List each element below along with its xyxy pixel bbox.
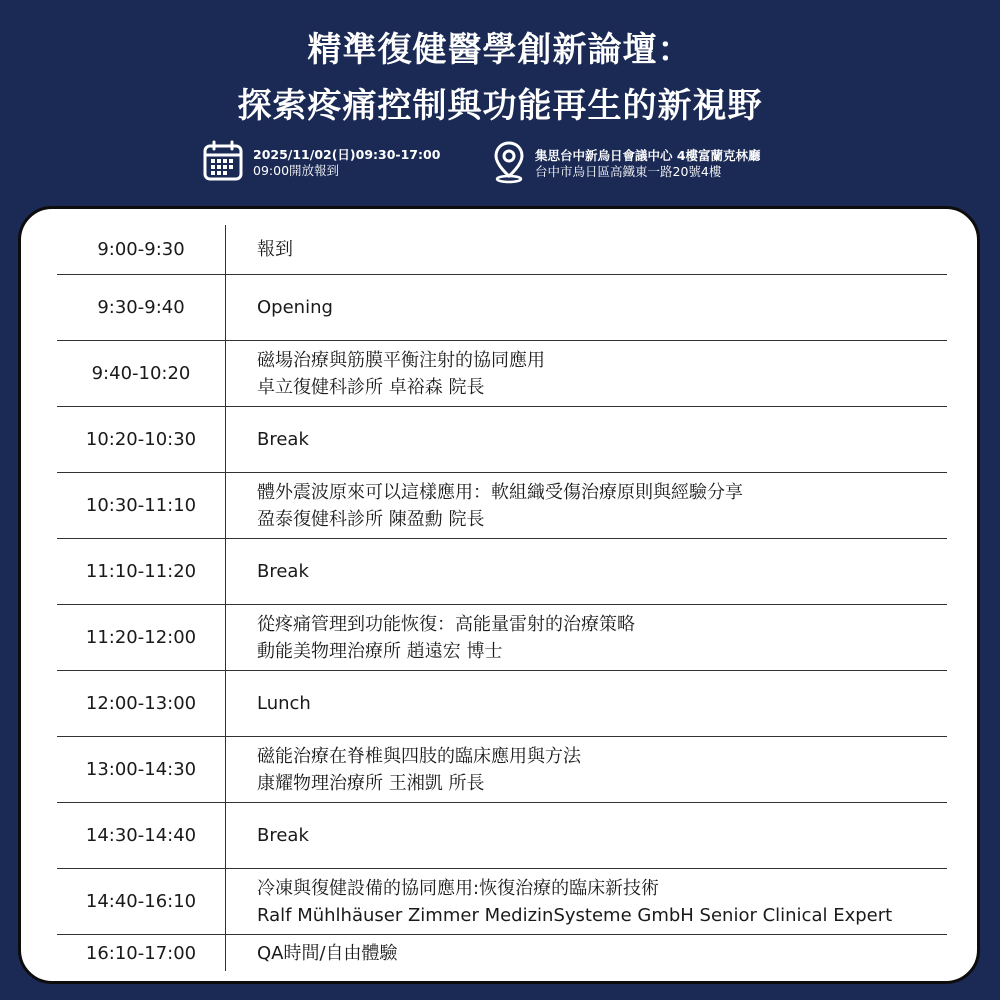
schedule-time: 9:40-10:20: [57, 341, 226, 406]
schedule-time: 12:00-13:00: [57, 671, 226, 736]
schedule-row: [57, 671, 947, 737]
event-venue: 集思台中新烏日會議中心 4樓富蘭克林廳: [535, 148, 761, 163]
page-title-line2: 探索疼痛控制與功能再生的新視野: [237, 86, 763, 126]
schedule-row: [57, 341, 947, 407]
event-venue-info: [493, 140, 761, 188]
schedule-time: 9:00-9:30: [57, 225, 226, 274]
schedule-time: 10:30-11:10: [57, 473, 226, 538]
schedule-speaker: 動能美物理治療所 趙遠宏 博士: [257, 640, 503, 662]
page-title-line1: 精準復健醫學創新論壇：: [307, 30, 693, 70]
schedule-speaker: 盈泰復健科診所 陳盈勳 院長: [257, 508, 485, 530]
schedule-row: [57, 869, 947, 935]
event-date: 2025/11/02(日)09:30-17:00: [253, 147, 441, 162]
schedule-topic: Opening: [257, 297, 333, 318]
location-pin-icon: [493, 140, 525, 188]
schedule-topic: Break: [257, 429, 309, 450]
schedule-topic: 磁場治療與筋膜平衡注射的協同應用: [257, 349, 545, 371]
schedule-speaker: 卓立復健科診所 卓裕森 院長: [257, 376, 485, 398]
schedule-time: 13:00-14:30: [57, 737, 226, 802]
schedule-table: [57, 225, 947, 971]
schedule-topic: 報到: [257, 239, 293, 260]
schedule-topic: Lunch: [257, 693, 311, 714]
schedule-time: 11:20-12:00: [57, 605, 226, 670]
schedule-time: 14:40-16:10: [57, 869, 226, 934]
schedule-topic: Break: [257, 825, 309, 846]
schedule-time: 9:30-9:40: [57, 275, 226, 340]
schedule-row: [57, 605, 947, 671]
schedule-row: [57, 737, 947, 803]
schedule-topic: 體外震波原來可以這樣應用：軟組織受傷治療原則與經驗分享: [257, 481, 743, 503]
schedule-row: [57, 275, 947, 341]
schedule-row: [57, 473, 947, 539]
event-address: 台中市烏日區高鐵東一路20號4樓: [535, 164, 722, 179]
schedule-row: [57, 935, 947, 971]
schedule-row: [57, 803, 947, 869]
registration-time: 09:00開放報到: [253, 163, 340, 178]
schedule-row: [57, 407, 947, 473]
schedule-time: 16:10-17:00: [57, 935, 226, 971]
schedule-topic: 磁能治療在脊椎與四肢的臨床應用與方法: [257, 745, 581, 767]
schedule-topic: 冷凍與復健設備的協同應用:恢復治療的臨床新技術: [257, 877, 660, 899]
schedule-speaker: 康耀物理治療所 王湘凱 所長: [257, 772, 485, 794]
schedule-speaker: Ralf Mühlhäuser Zimmer MedizinSysteme GmbH Senior Clinical Expert: [257, 904, 893, 926]
schedule-card: [18, 206, 980, 984]
schedule-time: 11:10-11:20: [57, 539, 226, 604]
schedule-topic: QA時間/自由體驗: [257, 942, 398, 964]
schedule-row: [57, 225, 947, 275]
schedule-time: 14:30-14:40: [57, 803, 226, 868]
schedule-time: 10:20-10:30: [57, 407, 226, 472]
calendar-icon: [203, 140, 243, 186]
schedule-topic: Break: [257, 561, 309, 582]
schedule-row: [57, 539, 947, 605]
schedule-topic: 從疼痛管理到功能恢復：高能量雷射的治療策略: [257, 613, 635, 635]
event-date-info: [203, 140, 440, 186]
header: [0, 0, 1000, 205]
